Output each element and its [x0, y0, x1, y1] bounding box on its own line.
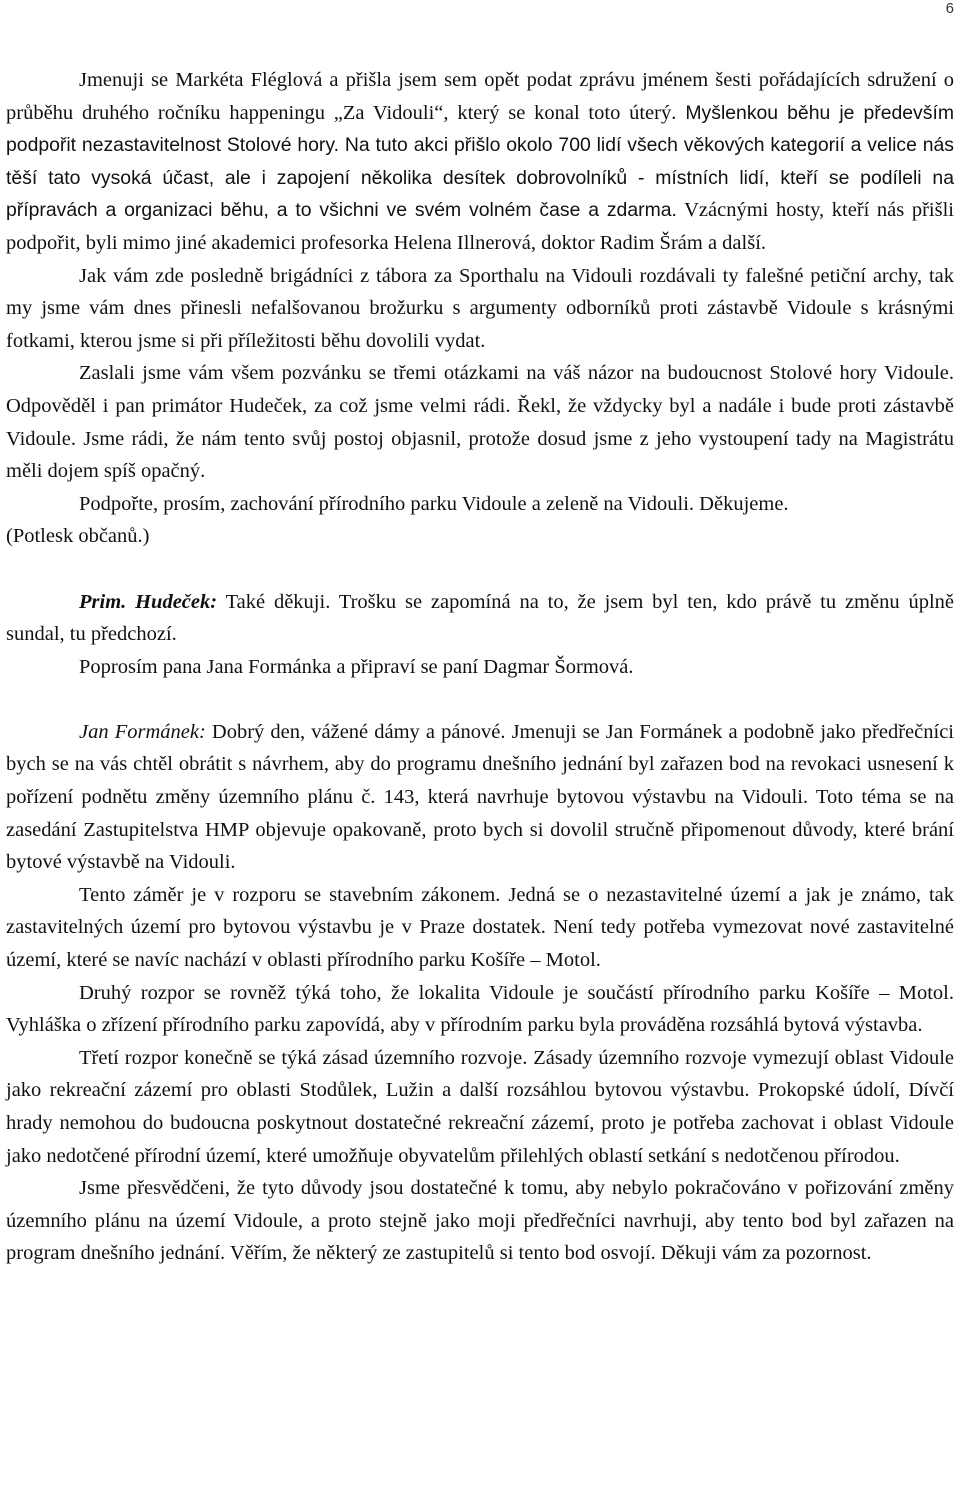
paragraph-prim-hudecek: [6, 586, 954, 651]
text-segment: Myšlenkou běhu je především podpořit nezastavitelnost Stolové hory.: [6, 101, 954, 157]
text-segment: Jmenuji se Markéta Fléglová a přišla jsem sem opět podat zprávu jménem šesti pořádajících sdružení o průběhu druhého ročníku happeningu „Za Vidouli“, který se konal toto úterý.: [6, 69, 954, 124]
text-segment: Na tuto akci přišlo okolo 700 lidí všech věkových kategorií a velice nás těší tato vysoká účast, ale i zapojení několika desítek dobrovolníků - místních lidí, kteří se podíleli na přípravách a organizaci běhu, a to všichni ve svém volném čase a zdarma.: [6, 134, 954, 222]
spacer: [6, 683, 954, 716]
speech-text: Také děkuji. Trošku se zapomíná na to, že jsem byl ten, kdo právě tu změnu úplně sundal, tu předchozí.: [6, 590, 954, 646]
paragraph-prim-hudecek-2: Poprosím pana Jana Formánka a připraví se paní Dagmar Šormová.: [79, 655, 634, 678]
paragraph-fleglova-1: [6, 64, 954, 260]
paragraph-fleglova-4: Podpořte, prosím, zachování přírodního parku Vidoule a zeleně na Vidouli. Děkujeme.: [79, 492, 789, 515]
paragraph-fleglova-2: Jak vám zde posledně brigádníci z tábora za Sporthalu na Vidouli rozdávali ty falešné petiční archy, tak my jsme vám dnes přinesli nefalšovanou brožurku s argumenty odborníků proti zástavbě Vidoule s krásnými fotkami, kterou jsme si při příležitosti běhu dovolili vydat.: [6, 264, 954, 352]
paragraph-fleglova-3: Zaslali jsme vám všem pozvánku se třemi otázkami na váš názor na budoucnost Stolové hory Vidoule. Odpověděl i pan primátor Hudeček, za což jsme velmi rádi. Řekl, že vždycky byl a nadále i bude proti zástavbě Vidoule. Jsme rádi, že nám tento svůj postoj objasnil, protože dosud jsme z jeho vystoupení tady na Magistrátu měli dojem spíš opačný.: [6, 362, 954, 483]
paragraph-jan-formanek-1: [6, 716, 954, 879]
applause-note: (Potlesk občanů.): [6, 525, 150, 548]
paragraph-jan-formanek-4: Třetí rozpor konečně se týká zásad územního rozvoje. Zásady územního rozvoje vymezují oblast Vidoule jako rekreační zázemí pro oblasti Stodůlek, Lužin a další rozsáhlou bytovou výstavbu. Prokopské údolí, Dívčí hrady nemohou do budoucna poskytnout dostatečné rekreační zázemí, proto je potřeba zachovat i oblast Vidoule jako nedotčené přírodní území, které umožňuje obyvatelům přilehlých oblastí setkání s nedotčenou přírodou.: [6, 1046, 954, 1167]
page-number: 6: [945, 0, 954, 17]
paragraph-jan-formanek-5: Jsme přesvědčeni, že tyto důvody jsou dostatečné k tomu, aby nebylo pokračováno v pořizování změny územního plánu na území Vidoule, a proto stejně jako moji předřečníci navrhuji, aby tento bod byl zařazen na program dnešního jednání. Věřím, že některý ze zastupitelů si tento bod osvojí. Děkuji vám za pozornost.: [6, 1177, 954, 1265]
paragraph-jan-formanek-3: Druhý rozpor se rovněž týká toho, že lokalita Vidoule je součástí přírodního parku Košíře – Motol. Vyhláška o zřízení přírodního parku zapovídá, aby v přírodním parku byla prováděna rozsáhlá bytová výstavba.: [6, 981, 954, 1037]
speaker-name: Prim. Hudeček:: [79, 590, 218, 613]
text-segment: Vzácnými hosty, kteří nás přišli podpořit, byli mimo jiné akademici profesorka Helena Illnerová, doktor Radim Šrám a další.: [6, 199, 954, 254]
paragraph-jan-formanek-2: Tento záměr je v rozporu se stavebním zákonem. Jedná se o nezastavitelné území a jak je známo, tak zastavitelných území pro bytovou výstavbu je v Praze dostatek. Není tedy potřeba vymezovat nové zastavitelné území, které se navíc nachází v oblasti přírodního parku Košíře – Motol.: [6, 883, 954, 972]
spacer: [6, 553, 954, 586]
speech-text: Dobrý den, vážené dámy a pánové. Jmenuji se Jan Formánek a podobně jako předřečníci bych se na vás chtěl obrátit s návrhem, aby do programu dnešního jednání byl zařazen bod na revokaci usnesení k pořízení podnětu změny územního plánu č. 143, která navrhuje bytovou výstavbu na Vidouli. Toto téma se na zasedání Zastupitelstva HMP objevuje opakovaně, proto bych si dovolil stručně připomenout důvody, které brání bytové výstavbě na Vidouli.: [6, 720, 954, 874]
speaker-name: Jan Formánek:: [79, 720, 206, 743]
document-body: [6, 64, 954, 1270]
